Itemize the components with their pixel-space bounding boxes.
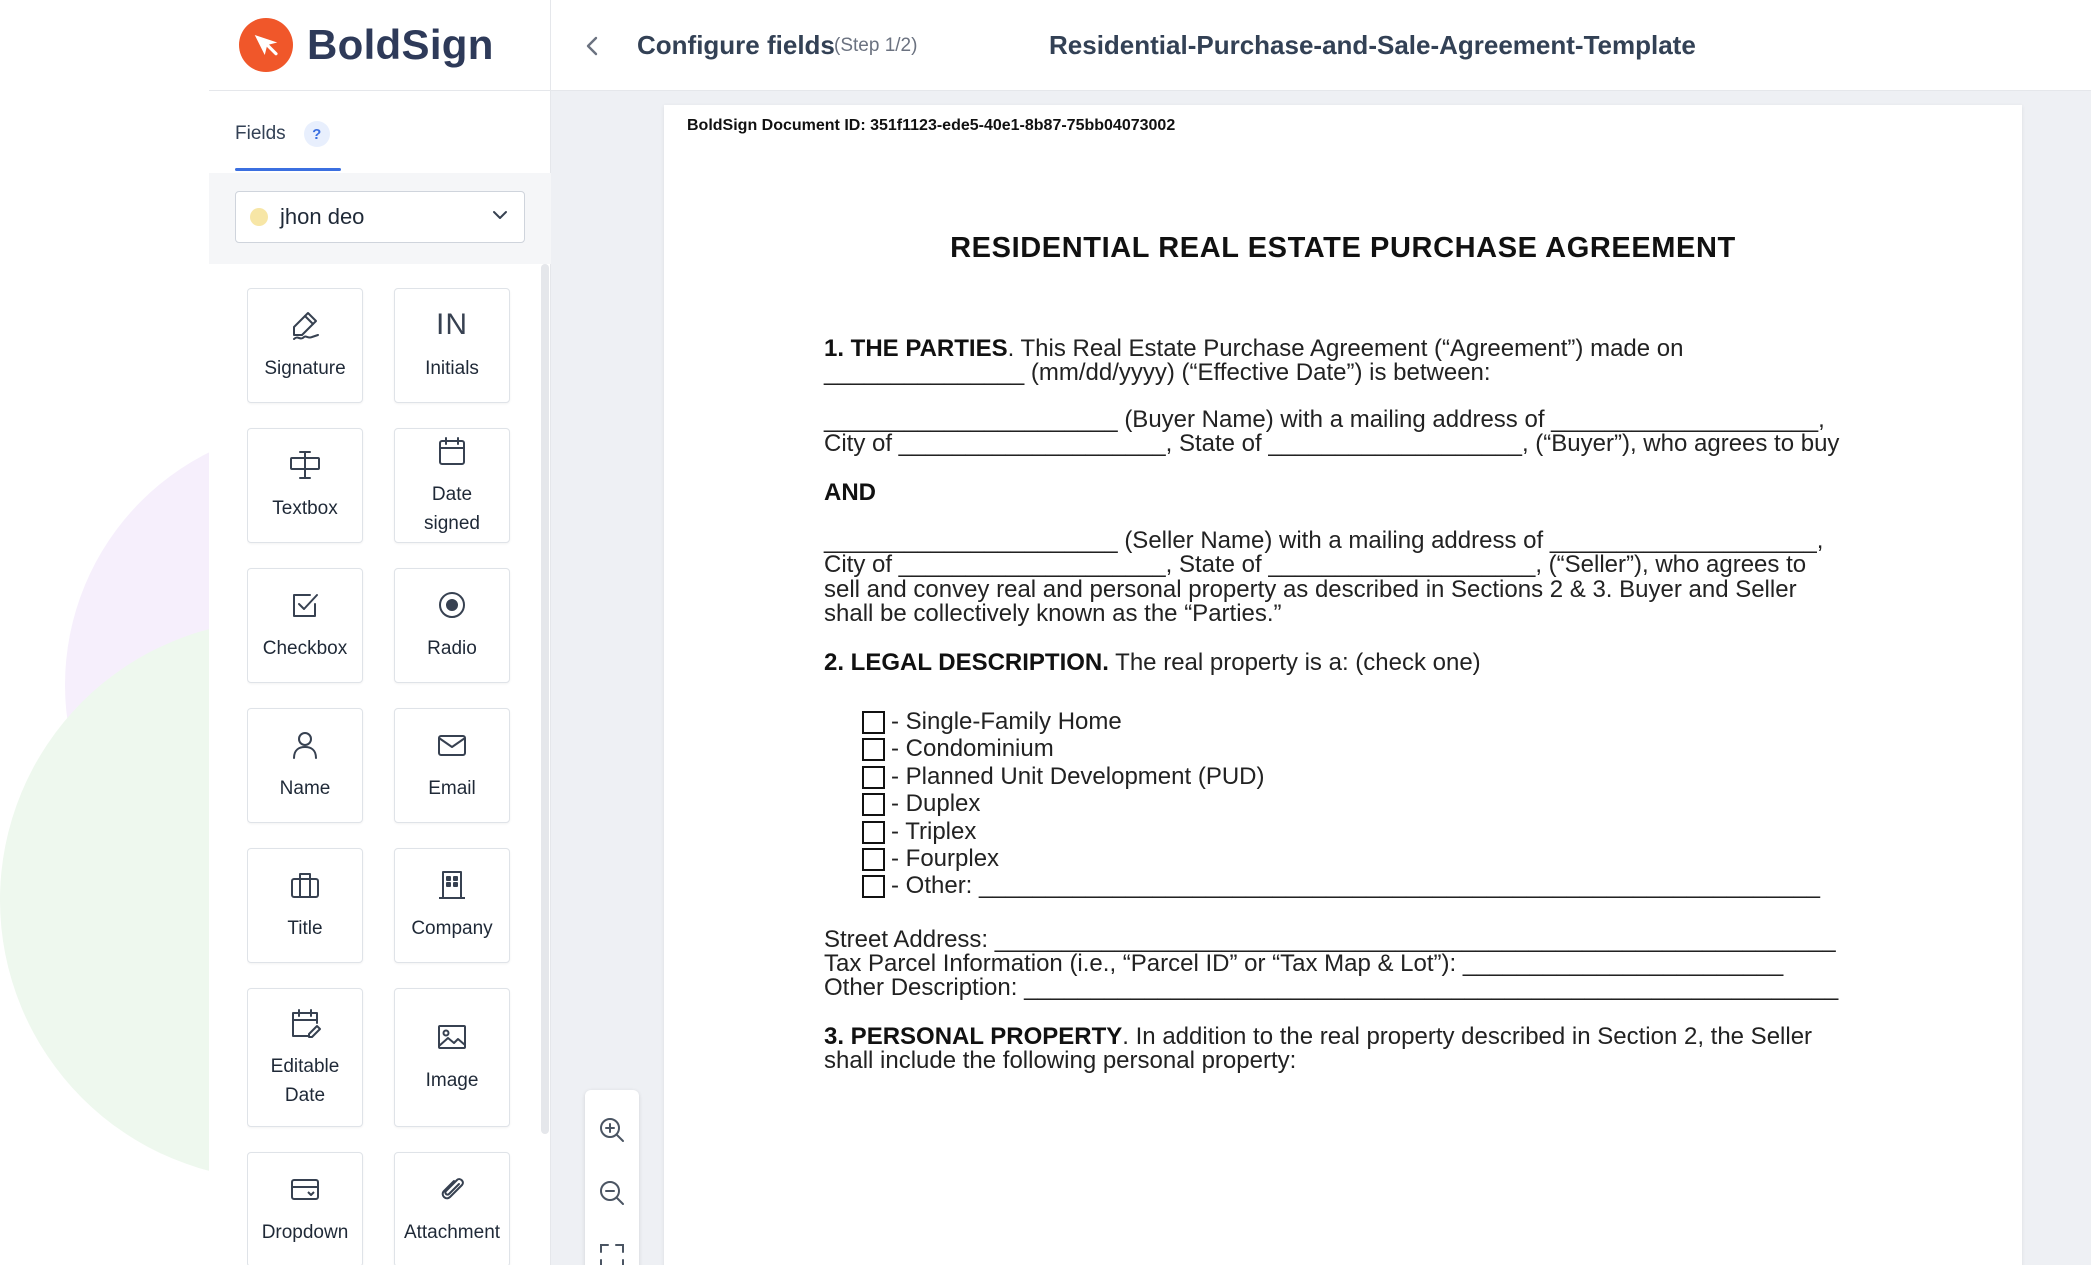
field-label: Signature xyxy=(264,358,346,379)
seller-line-3: sell and convey real and personal property as described in Sections 2 & 3. Buyer and Seller xyxy=(824,576,1797,603)
document-name: Residential-Purchase-and-Sale-Agreement-Template xyxy=(1049,30,1696,60)
signer-dropdown[interactable] xyxy=(235,191,525,243)
zoom-toolbar xyxy=(585,1090,639,1265)
active-tab-indicator xyxy=(235,168,341,171)
field-image[interactable] xyxy=(394,988,510,1127)
property-option: - Duplex xyxy=(862,790,980,818)
zoom-in-icon xyxy=(598,1116,626,1144)
zoom-in-button[interactable] xyxy=(585,1102,639,1158)
field-label: Title xyxy=(287,918,323,939)
fields-panel xyxy=(209,0,551,1265)
fit-to-screen-button[interactable] xyxy=(585,1228,639,1265)
field-label: Name xyxy=(279,778,331,799)
signer-color-dot xyxy=(250,208,268,226)
field-label: Textbox xyxy=(272,498,338,519)
section-2-heading: 2. LEGAL DESCRIPTION. xyxy=(824,649,1109,676)
other-description-line: Other Description: _____________________________________________________________ xyxy=(824,974,1839,1001)
document-page[interactable] xyxy=(664,105,2022,1265)
section-3-heading: 3. PERSONAL PROPERTY xyxy=(824,1023,1123,1050)
signer-name: jhon deo xyxy=(280,204,365,229)
fullscreen-icon xyxy=(598,1242,626,1265)
tab-fields[interactable] xyxy=(235,121,330,147)
section-3-line-2: shall include the following personal property: xyxy=(824,1047,1297,1074)
help-icon[interactable]: ? xyxy=(304,121,330,147)
envelope-icon xyxy=(435,728,469,762)
document-title: RESIDENTIAL REAL ESTATE PURCHASE AGREEMENT xyxy=(950,232,1736,264)
tab-fields-label: Fields xyxy=(235,123,286,144)
document-id: BoldSign Document ID: 351f1123-ede5-40e1-8b87-75bb04073002 xyxy=(687,117,1176,134)
field-radio[interactable] xyxy=(394,568,510,683)
seller-line-4: shall be collectively known as the “Parties.” xyxy=(824,600,1282,627)
field-textbox[interactable] xyxy=(247,428,363,543)
chevron-left-icon xyxy=(583,35,603,57)
field-date-signed[interactable] xyxy=(394,428,510,543)
field-label: Checkbox xyxy=(262,638,348,659)
field-attachment[interactable] xyxy=(394,1152,510,1265)
radio-icon xyxy=(435,588,469,622)
field-label: Company xyxy=(411,918,493,939)
field-label: Editable Date xyxy=(270,1055,340,1106)
step-indicator: (Step 1/2) xyxy=(834,35,918,56)
property-option: - Condominium xyxy=(862,735,1054,763)
property-option: - Triplex xyxy=(862,818,976,846)
dropdown-icon xyxy=(288,1172,322,1206)
field-label: Email xyxy=(428,778,476,799)
seller-line-2: City of ____________________, State of ____________________, (“Seller”), who agrees to xyxy=(824,551,1807,578)
field-name[interactable] xyxy=(247,708,363,823)
checkbox-square xyxy=(862,821,885,844)
field-title[interactable] xyxy=(247,848,363,963)
property-option: - Other: _______________________________________________________________ xyxy=(862,872,1820,900)
checkbox-square xyxy=(862,848,885,871)
signer-selector-area xyxy=(209,173,551,264)
app-window xyxy=(209,0,2091,1265)
brand-name: BoldSign xyxy=(307,21,494,68)
zoom-out-icon xyxy=(598,1179,626,1207)
field-label: Attachment xyxy=(403,1222,501,1243)
checkbox-square xyxy=(862,793,885,816)
section-1-heading: 1. THE PARTIES xyxy=(824,335,1008,362)
property-option: - Planned Unit Development (PUD) xyxy=(862,763,1265,791)
section-2-line: 2. LEGAL DESCRIPTION. The real property is a: (check one) xyxy=(824,649,1481,676)
person-icon xyxy=(288,728,322,762)
paperclip-icon xyxy=(435,1172,469,1206)
image-icon xyxy=(435,1020,469,1054)
brand-logo[interactable] xyxy=(209,0,550,91)
field-label: Dropdown xyxy=(261,1222,349,1243)
field-email[interactable] xyxy=(394,708,510,823)
field-company[interactable] xyxy=(394,848,510,963)
tax-parcel-line: Tax Parcel Information (i.e., “Parcel ID” or “Tax Map & Lot”): ________________________ xyxy=(824,950,1784,977)
panel-scrollbar[interactable] xyxy=(541,264,549,1134)
briefcase-icon xyxy=(288,868,322,902)
property-option: - Fourplex xyxy=(862,845,999,873)
field-editable-date[interactable] xyxy=(247,988,363,1127)
field-palette xyxy=(247,288,512,1265)
field-label: Image xyxy=(425,1070,479,1091)
checkbox-square xyxy=(862,738,885,761)
field-signature[interactable] xyxy=(247,288,363,403)
initials-icon: IN xyxy=(436,308,468,341)
field-label: Initials xyxy=(425,358,479,379)
and-heading: AND xyxy=(824,479,876,506)
checkbox-square xyxy=(862,766,885,789)
calendar-icon xyxy=(435,434,469,468)
street-address-line: Street Address: _______________________________________________________________ xyxy=(824,926,1836,953)
top-header xyxy=(551,0,2091,91)
panel-tabs xyxy=(209,91,550,173)
textbox-icon xyxy=(288,448,322,482)
field-label: Date signed xyxy=(424,483,480,534)
editable-calendar-icon xyxy=(288,1006,322,1040)
checkbox-icon xyxy=(288,588,322,622)
signature-icon xyxy=(288,308,322,342)
chevron-down-icon xyxy=(490,205,510,230)
field-dropdown[interactable] xyxy=(247,1152,363,1265)
building-icon xyxy=(435,868,469,902)
buyer-line-1: ______________________ (Buyer Name) with a mailing address of ____________________, xyxy=(824,406,1825,433)
back-button[interactable] xyxy=(577,30,609,62)
section-1-line-2: _______________ (mm/dd/yyyy) (“Effective Date”) is between: xyxy=(824,359,1491,386)
section-1-line-1: 1. THE PARTIES. This Real Estate Purchase Agreement (“Agreement”) made on xyxy=(824,335,1684,362)
buyer-line-2: City of ____________________, State of ___________________, (“Buyer”), who agrees to buy xyxy=(824,430,1840,457)
property-option: - Single-Family Home xyxy=(862,708,1122,736)
field-initials[interactable] xyxy=(394,288,510,403)
document-canvas xyxy=(551,91,2091,1265)
checkbox-square xyxy=(862,711,885,734)
field-checkbox[interactable] xyxy=(247,568,363,683)
checkbox-square xyxy=(862,875,885,898)
boldsign-logo-icon xyxy=(239,18,293,72)
seller-line-1: ______________________ (Seller Name) with a mailing address of ____________________, xyxy=(824,527,1824,554)
zoom-out-button[interactable] xyxy=(585,1165,639,1221)
page-title: Configure fields xyxy=(637,30,835,60)
field-label: Radio xyxy=(427,638,477,659)
section-3-line: 3. PERSONAL PROPERTY. In addition to the real property described in Section 2, the Seller xyxy=(824,1023,1813,1050)
